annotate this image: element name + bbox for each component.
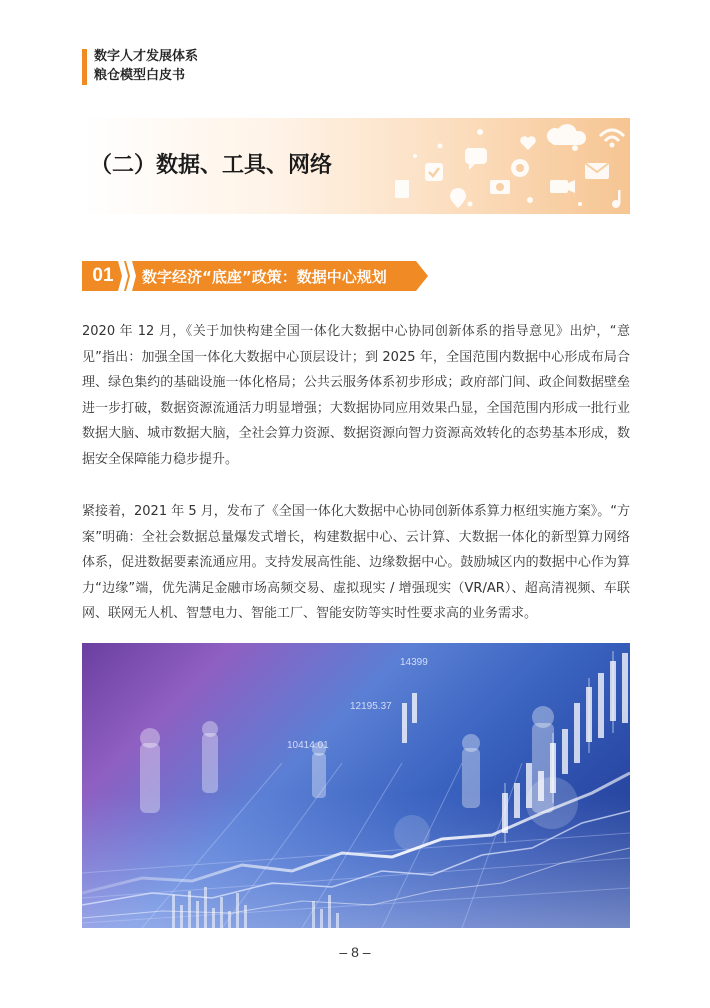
wifi-icon — [600, 130, 624, 148]
photo-artwork — [82, 643, 630, 928]
body-paragraph-1: 2020 年 12 月，《关于加快构建全国一体化大数据中心协同创新体系的指导意见》出炉，“意见”指出：加强全国一体化大数据中心顶层设计；到 2025 年，全国范围内数据中心形成布局合理、绿色集约的基础设施一体化格局；公共云服务体系初步形成；政府部门间、政企间数据壁垒进一步打破，数据资源流通活力明显增强；大数据协同应用效果凸显，全国范围内形成一批行业数据大脑、城市数据大脑，全社会算力资源、数据资源向智力资源高效转化的态势基本形成，数据安全保障能力稳步提升。 — [82, 324, 630, 467]
subsection-title: 数字经济“底座”政策：数据中心规划 — [142, 268, 387, 286]
body-paragraph-2: 紧接着，2021 年 5 月，发布了《全国一体化大数据中心协同创新体系算力枢纽实施方案》。“方案”明确：全社会数据总量爆发式增长，构建数据中心、云计算、大数据一体化的新型算力网络体系，促进数据要素流通应用。支持发展高性能、边缘数据中心。鼓励城区内的数据中心作为算力“边缘”端，优先满足金融市场高频交易、虚拟现实 / 增强现实（VR/AR）、超高清视频、车联网、联网无人机、智慧电力、智能工厂、智能安防等实时性要求高的业务需求。 — [82, 504, 630, 622]
header-title-line1: 数字人才发展体系 — [94, 49, 199, 64]
heart-icon — [520, 136, 536, 150]
photo-figure-2: 12195.37 — [350, 701, 392, 712]
envelope-icon — [585, 163, 609, 179]
photo-figure-3: 10414.01 — [287, 740, 329, 751]
video-icon — [550, 180, 575, 193]
header-accent-bar — [82, 49, 87, 85]
camera-icon — [490, 180, 510, 194]
location-pin-icon — [450, 188, 466, 208]
section-title: （二）数据、工具、网络 — [90, 153, 333, 178]
checkmark-icon — [425, 163, 443, 181]
header-title-line2: 粮仓模型白皮书 — [94, 68, 186, 83]
subsection-number: 01 — [92, 265, 114, 286]
document-icon — [395, 180, 409, 198]
subsection-heading — [82, 259, 432, 293]
section-banner — [82, 118, 630, 214]
page-number: – 8 – — [339, 944, 371, 960]
photo-figure-1: 14399 — [400, 657, 428, 668]
music-note-icon — [612, 190, 621, 208]
banner-icon-cloud — [370, 118, 630, 214]
gear-icon — [511, 159, 529, 177]
financial-data-photo — [82, 643, 630, 928]
chat-bubble-icon — [465, 148, 487, 170]
cloud-icon — [547, 124, 586, 145]
